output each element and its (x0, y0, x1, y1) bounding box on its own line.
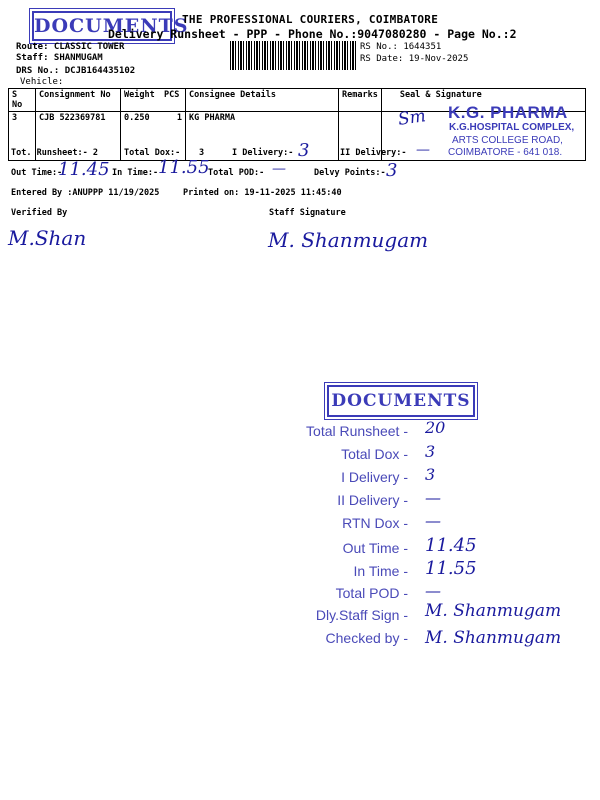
printed-on: Printed on: 19-11-2025 11:45:40 (183, 188, 342, 198)
stamp-label-checked-by: Checked by - (325, 630, 408, 646)
col-pcs: PCS (161, 89, 186, 112)
col-remarks: Remarks (339, 89, 382, 112)
stamp-label-staff-sign: Dly.Staff Sign - (315, 607, 408, 623)
col-consignee: Consignee Details (186, 89, 339, 112)
stamp-value-i-delivery: 3 (425, 465, 436, 484)
cell-weight: 0.250 (121, 112, 162, 161)
seal-line2: K.G.HOSPITAL COMPLEX, (449, 122, 575, 133)
ii-delivery-label: II Delivery:- (340, 148, 407, 158)
stamp-label-ii-delivery: II Delivery - (337, 492, 408, 508)
stamp-value-checked-by: M. Shanmugam (425, 628, 562, 648)
i-delivery-hw: 3 (298, 140, 310, 161)
cell-pcs: 1 (161, 112, 186, 161)
cell-sno: 3 (9, 112, 36, 161)
stamp-label-out-time: Out Time - (342, 540, 408, 556)
route-text: Route: CLASSIC TOWER (16, 42, 125, 52)
stamp-value-rtn-dox: — (425, 511, 441, 530)
total-dox-value: 3 (199, 148, 205, 158)
stamp-value-out-time: 11.45 (425, 535, 477, 556)
staff-signature-label: Staff Signature (269, 208, 346, 218)
seal-line4: COIMBATORE - 641 018. (448, 147, 563, 158)
staff-text: Staff: SHANMUGAM (16, 53, 103, 63)
entered-by: Entered By :ANUPPP 11/19/2025 (11, 188, 160, 198)
rs-number: RS No.: 1644351 (360, 42, 442, 52)
stamp-label-total-pod: Total POD - (335, 585, 408, 601)
seal-line3: ARTS COLLEGE ROAD, (452, 135, 563, 146)
seal-signature: Sm (396, 106, 428, 130)
in-time-hw: 11.55 (158, 157, 210, 178)
cell-consignee: KG PHARMA (186, 112, 339, 161)
staff-signature: M. Shanmugam (268, 228, 429, 252)
stamp-value-in-time: 11.55 (425, 558, 477, 579)
stamp-value-total-pod: — (425, 581, 441, 600)
total-dox-label: Total Dox:- (124, 148, 181, 158)
seal-line1: K.G. PHARMA (448, 103, 568, 122)
vehicle-text: Vehicle: (20, 77, 64, 87)
drs-number: DRS No.: DCJB164435102 (16, 66, 136, 76)
total-pod-hw: — (272, 161, 286, 177)
verified-by-label: Verified By (11, 208, 68, 218)
cell-consignment: CJB 522369781 (36, 112, 121, 161)
in-time-label: In Time:- (112, 168, 159, 178)
total-pod-label: Total POD:- (208, 168, 265, 178)
documents-stamp-bottom: DOCUMENTS (327, 385, 475, 417)
delvy-points-hw: 3 (386, 160, 398, 181)
rs-date: RS Date: 19-Nov-2025 (360, 54, 469, 64)
stamp-label-i-delivery: I Delivery - (341, 469, 408, 485)
barcode (230, 41, 356, 70)
col-consignment: Consignment No (36, 89, 121, 112)
col-sno: S No (9, 89, 36, 112)
stamp-label-in-time: In Time - (353, 563, 408, 579)
stamp-label-rtn-dox: RTN Dox - (342, 515, 408, 531)
col-seal: Seal & Signature (381, 89, 585, 112)
stamp-value-ii-delivery: — (425, 488, 441, 507)
col-weight: Weight (121, 89, 162, 112)
stamp-label-total-dox: Total Dox - (341, 446, 408, 462)
runsheet-title: Delivery Runsheet - PPP - Phone No.:9047080280 - Page No.:2 (108, 27, 517, 41)
stamp-value-staff-sign: M. Shanmugam (425, 601, 562, 621)
stamp-value-total-dox: 3 (425, 442, 436, 461)
stamp-value-total-runsheet: 20 (425, 418, 446, 437)
i-delivery-label: I Delivery:- (232, 148, 294, 158)
ii-delivery-hw: — (416, 142, 430, 158)
tot-runsheet: Tot. Runsheet:- 2 (11, 148, 98, 158)
company-name: THE PROFESSIONAL COURIERS, COIMBATORE (182, 13, 439, 26)
documents-stamp-top: DOCUMENTS (32, 11, 172, 41)
verified-signature: M.Shan (8, 226, 87, 250)
out-time-hw: 11.45 (58, 159, 110, 180)
stamp-label-total-runsheet: Total Runsheet - (306, 423, 408, 439)
delvy-points-label: Delvy Points:- (314, 168, 386, 178)
out-time-label: Out Time:- (11, 168, 63, 178)
